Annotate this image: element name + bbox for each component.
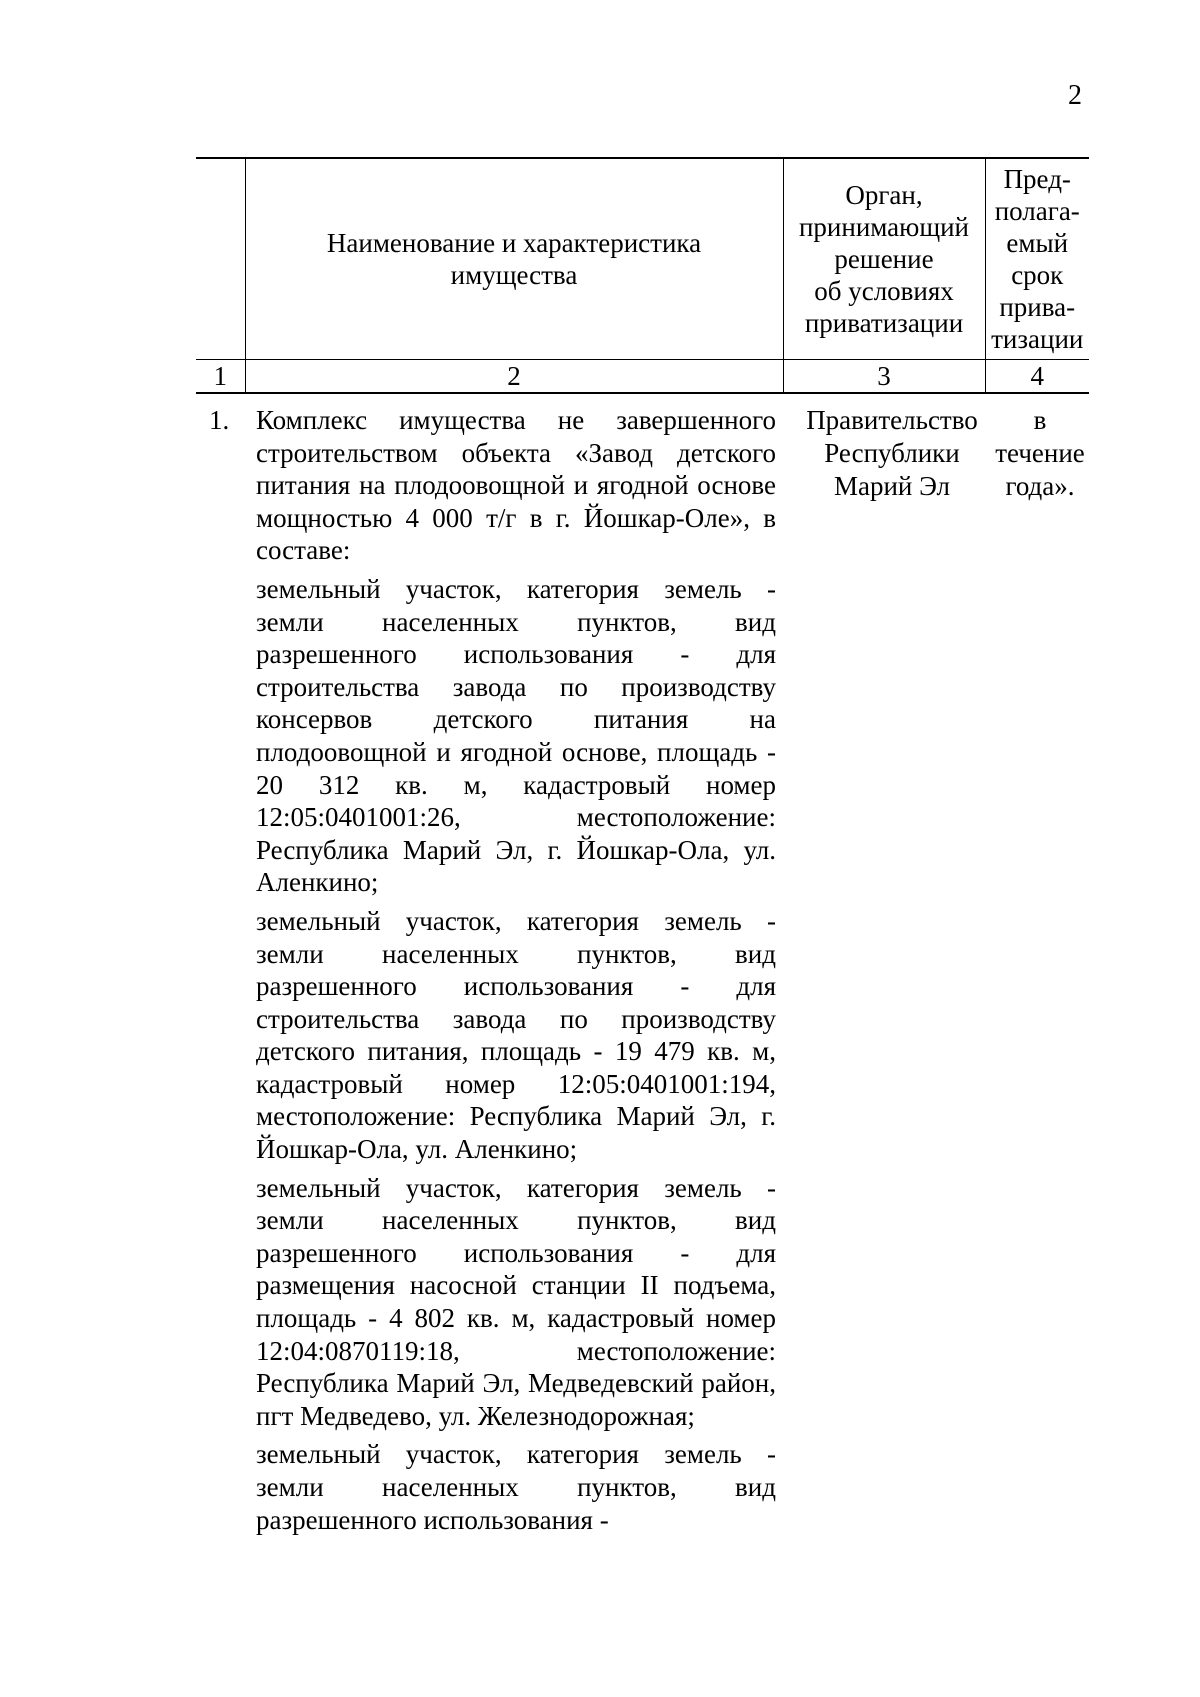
land-plot-item: земельный участок, категория земель - земли населенных пунктов, вид разрешенного использования -	[256, 1439, 776, 1535]
column-number: 1	[196, 360, 245, 394]
property-lead: Комплекс имущества не завершенного строительством объекта «Завод детского питания на плодоовощной и ягодной основе мощностью 4 000 т/г в г. Йошкар-Оле», в составе:	[256, 405, 776, 566]
header-cell-authority: Орган, принимающий решение об условиях приватизации	[783, 158, 985, 360]
page-number: 2	[1068, 80, 1082, 111]
row-number: 1.	[209, 405, 230, 435]
land-plot-item: земельный участок, категория земель - земли населенных пунктов, вид разрешенного использования - для размещения насосной станции II подъема, площадь - 4 802 кв. м, кадастровый номер 12:04:0870119:18, местоположение: Республика Марий Эл, Медведевский район, пгт Медведево, ул. Железнодорожная;	[256, 1172, 776, 1431]
property-description	[256, 404, 776, 1542]
table-header	[196, 157, 1089, 394]
header-cell-term: Пред- полага- емый срок прива- тизации	[985, 158, 1089, 360]
column-number: 3	[783, 360, 985, 394]
column-number: 4	[985, 360, 1089, 394]
land-plot-item: земельный участок, категория земель - земли населенных пунктов, вид разрешенного использования - для строительства завода по производству детского питания, площадь - 19 479 кв. м, кадастровый номер 12:05:0401001:194, местоположение: Республика Марий Эл, г. Йошкар-Ола, ул. Аленкино;	[256, 905, 776, 1165]
land-plot-item: земельный участок, категория земель - земли населенных пунктов, вид разрешенного использования - для строительства завода по производству консервов детского питания на плодоовощной и ягодной основе, площадь - 20 312 кв. м, кадастровый номер 12:05:0401001:26, местоположение: Республика Марий Эл, г. Йошкар-Ола, ул. Аленкино;	[256, 573, 776, 898]
column-number: 2	[245, 360, 783, 394]
header-cell-name: Наименование и характеристика имущества	[245, 158, 783, 360]
header-cell-number	[196, 158, 245, 360]
term-cell: в течение года».	[995, 405, 1085, 501]
authority-cell: Правительство Республики Марий Эл	[806, 405, 978, 501]
